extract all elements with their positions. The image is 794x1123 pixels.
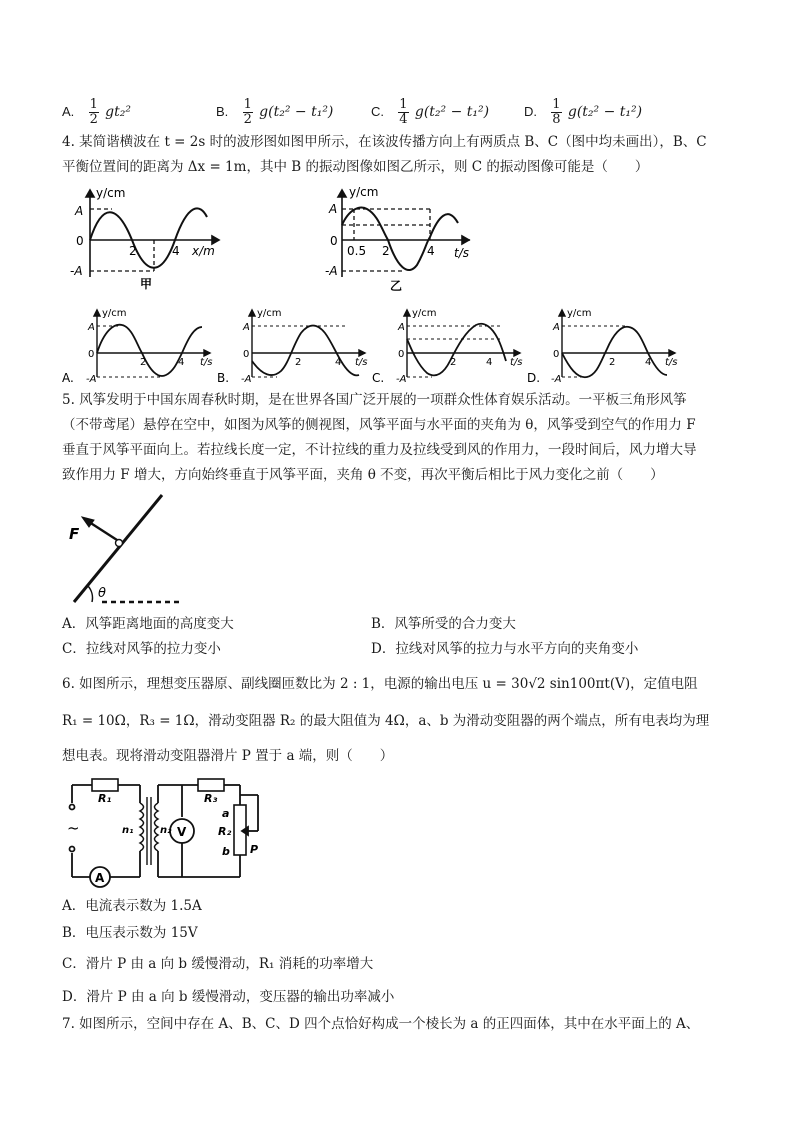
- q7-stem-line1: 7. 如图所示，空间中存在 A、B、C、D 四个点恰好构成一个棱长为 a 的正四面体，其中在水平面上的 A、: [62, 1016, 700, 1032]
- jia-A: A: [75, 204, 84, 218]
- svg-text:4: 4: [486, 357, 493, 368]
- circuit-n2: n₂: [160, 825, 172, 836]
- q4-option-graphs: [62, 305, 742, 385]
- svg-text:y/cm: y/cm: [257, 308, 282, 319]
- svg-text:A: A: [243, 322, 250, 333]
- circuit-ac: ~: [67, 819, 80, 837]
- svg-text:t/s: t/s: [510, 357, 523, 368]
- q3-option-b: B. $\frac{1}{2}$ g(t₂² − t₁²): [216, 97, 334, 127]
- circuit-A: A: [95, 871, 105, 885]
- svg-text:0: 0: [553, 349, 560, 360]
- yi-negA: -A: [325, 264, 338, 278]
- jia-ylabel: y/cm: [96, 186, 126, 200]
- svg-text:A: A: [88, 322, 95, 333]
- svg-text:A: A: [553, 322, 560, 333]
- svg-text:y/cm: y/cm: [567, 308, 592, 319]
- q5-stem-line1: 5. 风筝发明于中国东周春秋时期，是在世界各国广泛开展的一项群众性体育娱乐活动。一平板三角形风筝: [62, 392, 687, 408]
- circuit-R3: R₃: [204, 792, 218, 805]
- svg-text:-A: -A: [396, 374, 407, 385]
- yi-tick-4: 4: [427, 244, 435, 258]
- svg-text:-A: -A: [551, 374, 562, 385]
- q3-option-a: A. $\frac{1}{2}$ gt₂²: [62, 97, 131, 127]
- q5-stem-line4: 致作用力 F 增大，方向始终垂直于风筝平面，夹角 θ 不变，再次平衡后相比于风力变化之前（ ）: [62, 467, 664, 483]
- q4-stem-line2: 平衡位置间的距离为 Δx = 1m，其中 B 的振动图像如图乙所示，则 C 的振动图像可能是（ ）: [62, 159, 649, 175]
- q4-figure-jia: [62, 185, 232, 290]
- q3-option-c: C. $\frac{1}{4}$ g(t₂² − t₁²): [371, 97, 490, 127]
- q5-option-c: C．拉线对风筝的拉力变小: [62, 641, 221, 657]
- q5-option-b: B．风筝所受的合力变大: [371, 616, 516, 632]
- yi-tick-05: 0.5: [347, 244, 367, 258]
- q6-circuit-figure: [62, 773, 272, 891]
- svg-text:A: A: [398, 322, 405, 333]
- circuit-V: V: [177, 825, 187, 839]
- jia-xlabel: x/m: [192, 244, 215, 258]
- yi-xlabel: t/s: [454, 246, 469, 260]
- q6-option-a: A．电流表示数为 1.5A: [62, 898, 202, 914]
- q4-option-d-graph: [527, 308, 678, 385]
- jia-zero: 0: [76, 234, 84, 248]
- q4-option-a-graph: [62, 308, 213, 385]
- svg-text:0: 0: [88, 349, 95, 360]
- circuit-n1: n₁: [122, 825, 134, 836]
- svg-text:2: 2: [609, 357, 616, 368]
- svg-text:4: 4: [645, 357, 652, 368]
- q3-option-d: D. $\frac{1}{8}$ g(t₂² − t₁²): [524, 97, 643, 127]
- svg-text:2: 2: [295, 357, 302, 368]
- svg-text:-A: -A: [241, 374, 252, 385]
- q4-option-d-label: D.: [527, 371, 541, 385]
- q5-stem-line3: 垂直于风筝平面向上。若拉线长度一定，不计拉线的重力及拉线受到风的作用力，一段时间后，风力增大导: [62, 442, 697, 458]
- kite-F-label: F: [69, 525, 80, 543]
- svg-text:2: 2: [450, 357, 457, 368]
- svg-text:y/cm: y/cm: [102, 308, 127, 319]
- jia-tick-2: 2: [129, 244, 137, 258]
- circuit-P: P: [250, 843, 259, 856]
- q4-option-c-label: C.: [372, 371, 385, 385]
- svg-text:0: 0: [398, 349, 405, 360]
- q5-option-d: D．拉线对风筝的拉力与水平方向的夹角变小: [371, 641, 639, 657]
- circuit-a: a: [222, 807, 230, 820]
- q6-stem-line3: 想电表。现将滑动变阻器滑片 P 置于 a 端，则（ ）: [62, 748, 394, 764]
- jia-negA: -A: [70, 264, 83, 278]
- q4-option-b-label: B.: [217, 371, 230, 385]
- kite-theta-label: θ: [98, 586, 106, 601]
- q5-stem-line2: （不带鸢尾）悬停在空中，如图为风筝的侧视图，风筝平面与水平面的夹角为 θ，风筝受到空气的作用力 F: [62, 417, 696, 433]
- q5-option-a: A．风筝距离地面的高度变大: [62, 616, 234, 632]
- q6-stem-line1: 6. 如图所示，理想变压器原、副线圈匝数比为 2 : 1，电源的输出电压 u = 30√2 sin100πt(V)，定值电阻: [62, 676, 698, 692]
- svg-text:y/cm: y/cm: [412, 308, 437, 319]
- q4-option-a-label: A.: [62, 371, 74, 385]
- svg-text:4: 4: [335, 357, 342, 368]
- q6-option-b: B．电压表示数为 15V: [62, 925, 198, 941]
- yi-tick-2: 2: [382, 244, 390, 258]
- jia-tick-4: 4: [172, 244, 180, 258]
- q6-option-d: D．滑片 P 由 a 向 b 缓慢滑动，变压器的输出功率减小: [62, 989, 395, 1005]
- circuit-b: b: [222, 845, 230, 858]
- q6-option-c: C．滑片 P 由 a 向 b 缓慢滑动，R₁ 消耗的功率增大: [62, 956, 374, 972]
- svg-text:4: 4: [178, 357, 185, 368]
- q4-stem-line1: 4. 某简谐横波在 t = 2s 时的波形图如图甲所示，在该波传播方向上有两质点 B、C（图中均未画出），B、C: [62, 134, 707, 150]
- yi-caption: 乙: [390, 279, 403, 293]
- svg-text:0: 0: [243, 349, 250, 360]
- q4-figure-yi: [322, 185, 482, 295]
- yi-A: A: [329, 202, 338, 216]
- circuit-R2: R₂: [218, 825, 232, 838]
- yi-zero: 0: [330, 234, 338, 248]
- svg-text:t/s: t/s: [200, 357, 213, 368]
- q4-option-c-graph: [372, 308, 523, 385]
- svg-text:t/s: t/s: [665, 357, 678, 368]
- q4-option-b-graph: [217, 308, 368, 385]
- svg-text:-A: -A: [86, 374, 97, 385]
- q5-kite-figure: [62, 490, 192, 608]
- jia-caption: 甲: [140, 277, 153, 290]
- svg-text:2: 2: [140, 357, 147, 368]
- q6-stem-line2: R₁ = 10Ω，R₃ = 1Ω，滑动变阻器 R₂ 的最大阻值为 4Ω，a、b 为滑动变阻器的两个端点，所有电表均为理: [62, 713, 710, 729]
- circuit-R1: R₁: [98, 792, 112, 805]
- yi-ylabel: y/cm: [349, 185, 379, 199]
- svg-text:t/s: t/s: [355, 357, 368, 368]
